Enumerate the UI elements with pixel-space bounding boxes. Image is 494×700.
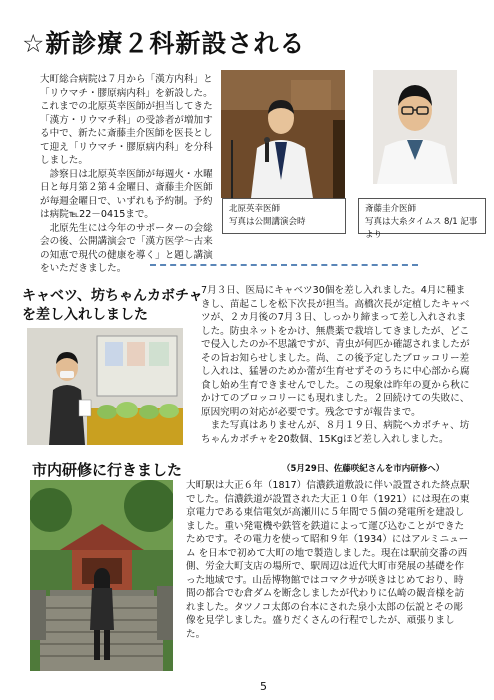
- page-number: 5: [260, 680, 267, 693]
- training-section-subtitle: （5月29日、佐藤咲紀さんを市内研修へ）: [282, 464, 445, 474]
- section-divider: [150, 264, 418, 266]
- saito-photo: [373, 70, 457, 184]
- saito-caption: [358, 198, 486, 240]
- saito-photo-illustration: [373, 70, 457, 184]
- temple-photo: [30, 480, 173, 671]
- vegetable-photo-illustration: [27, 328, 183, 445]
- training-section-title: 市内研修に行きました: [32, 461, 183, 479]
- vegetable-paragraph-1: 7月３日、医局にキャベツ30個を差し入れました。4月に種まきし、苗起こしを松下次長が担当。高橋次長が定植したキャベツが、２カ月後の7月３日、しっかり締まって差し入れされました。防虫ネットをかけ、無農薬で栽培してきましたが、どこで侵入したのか不思議ですが、青虫が何匹か確認されましたがその旨お知らせしました。尚、この後予定したブロッコリー差し入れは、猛暑のためか蕾が生育せずそのうちに中心部から腐食し始め生育できませんでした。この現象は昨年の夏から秋にかけてのブロッコリーにも現れました。２回続けての失敗に、原因究明の対応が必要です。残念ですが報告まで。: [201, 285, 470, 418]
- vegetable-section-title-line-2: を差し入れしました: [22, 307, 148, 323]
- training-paragraph-1: 大町駅は大正６年（1817）信濃鉄道敷設に伴い設置された終点駅でした。信濃鉄道が設置された大正１０年（1921）には現在の東京電力である東信電気が高瀬川に５年間で５個の発電所を建設しました。重い発電機や鉄管を鉄道によって運び込むことができたためです。その電力を使って昭和９年（1934）にはアルミニューム を日本で初めて大町の地で製造しました。現在は駅前交番の西側、労金大町支店の場所で、駅周辺は近代大町市発展の基礎を作った地域です。山岳博物館ではコマクサが咲きはじめており、時間の都合でむ倉ダムを断念しましたが代わりに仏崎の観音様を訪れました。タツノコ太郎の台本にされた泉小太郎の伝説とその彫像を見学しました。盛りだくさんの行程でしたが、頑張りました。: [186, 480, 470, 640]
- kitahara-photo: [221, 70, 345, 198]
- saito-caption-name: 斎藤圭介医師: [365, 204, 417, 214]
- vegetable-paragraph-2: また写真はありませんが、８月１９日、病院へカボチャ、坊ちゃんカボチャを20数個、15Kgほど差し入れしました。: [201, 420, 470, 445]
- vegetable-text: [201, 284, 471, 446]
- saito-caption-note: 写真は大糸タイムス 8/1 記事より: [365, 217, 478, 240]
- intro-paragraph-1: 大町総合病院は７月から「漢方内科」と「リウマチ・膠原病内科」を新設した。これまでの北原英幸医師が担当してきた「漢方・リウマチ科」の受診者が増加する中で、新たに斎藤圭介医師を医長として迎え「リウマチ・膠原病内科」を分科しました。: [40, 74, 213, 166]
- vegetable-section-title-line-1: キャベツ、坊ちゃんカボチャ: [22, 288, 203, 304]
- vegetable-photo: [27, 328, 183, 445]
- kitahara-photo-illustration: [221, 70, 345, 198]
- kitahara-caption-note: 写真は公開講演会時: [229, 217, 306, 227]
- training-text: [186, 479, 470, 641]
- temple-photo-illustration: [30, 480, 173, 671]
- page-title: ☆新診療２科新設される: [22, 29, 306, 58]
- intro-paragraph-2: 診察日は北原英幸医師が毎週火・水曜日と毎月第２第４金曜日、斎藤圭介医師が毎週金曜日で、いずれも予約制。予約は病院℡22－0415まで。: [40, 168, 213, 220]
- kitahara-caption: [222, 198, 346, 234]
- intro-paragraph-3: 北原先生には今年のサポーターの会総会の後、公開講演会で「漢方医学～古来の知恵で現代の健康を導く」と題し講演をいただきました。: [40, 222, 213, 274]
- intro-text: [40, 73, 216, 276]
- vegetable-section-title: [22, 287, 203, 325]
- kitahara-caption-name: 北原英幸医師: [229, 204, 281, 214]
